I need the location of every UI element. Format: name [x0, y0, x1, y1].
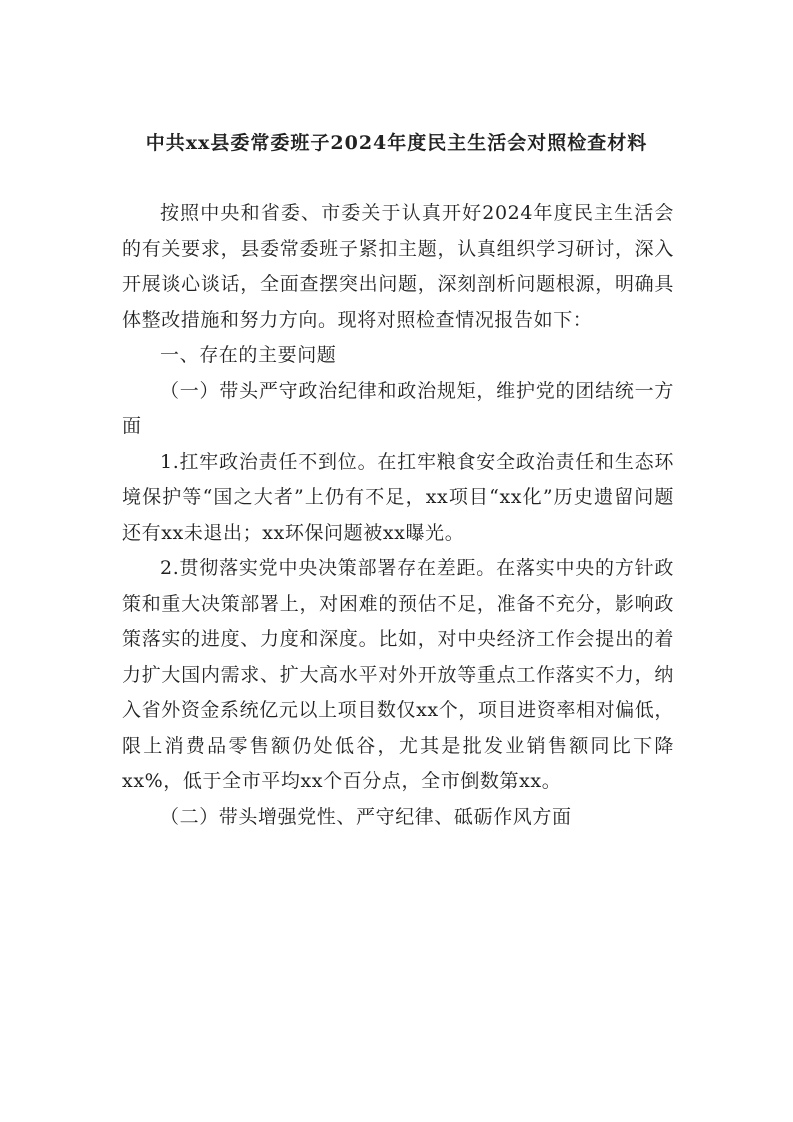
document-body — [122, 196, 674, 835]
document-title: 中共xx县委常委班子2024年度民主生活会对照检查材料 — [145, 132, 648, 154]
item-paragraph-1: 1.扛牢政治责任不到位。在扛牢粮食安全政治责任和生态环境保护等“国之大者”上仍有不足，xx项目“xx化”历史遗留问题还有xx未退出；xx环保问题被xx曝光。 — [122, 450, 674, 544]
intro-paragraph: 按照中央和省委、市委关于认真开好2024年度民主生活会的有关要求，县委常委班子紧扣主题，认真组织学习研讨，深入开展谈心谈话，全面查摆突出问题，深刻剖析问题根源，明确具体整改措施和努力方向。现将对照检查情况报告如下： — [122, 202, 674, 331]
section-heading-main-problems: 一、存在的主要问题 — [160, 344, 337, 366]
item-paragraph-2: 2.贯彻落实党中央决策部署存在差距。在落实中央的方针政策和重大决策部署上，对困难的预估不足，准备不充分，影响政策落实的进度、力度和深度。比如，对中央经济工作会提出的着力扩大国内需求、扩大高水平对外开放等重点工作落实不力，纳入省外资金系统亿元以上项目数仅xx个，项目进资率相对偏低，限上消费品零售额仍处低谷，尤其是批发业销售额同比下降xx%，低于全市平均xx个百分点，全市倒数第xx。 — [122, 557, 674, 792]
subsection-heading-party-spirit: （二）带头增强党性、严守纪律、砥砺作风方面 — [160, 805, 572, 828]
subsection-heading-political-discipline: （一）带头严守政治纪律和政治规矩，维护党的团结统一方面 — [122, 379, 674, 437]
